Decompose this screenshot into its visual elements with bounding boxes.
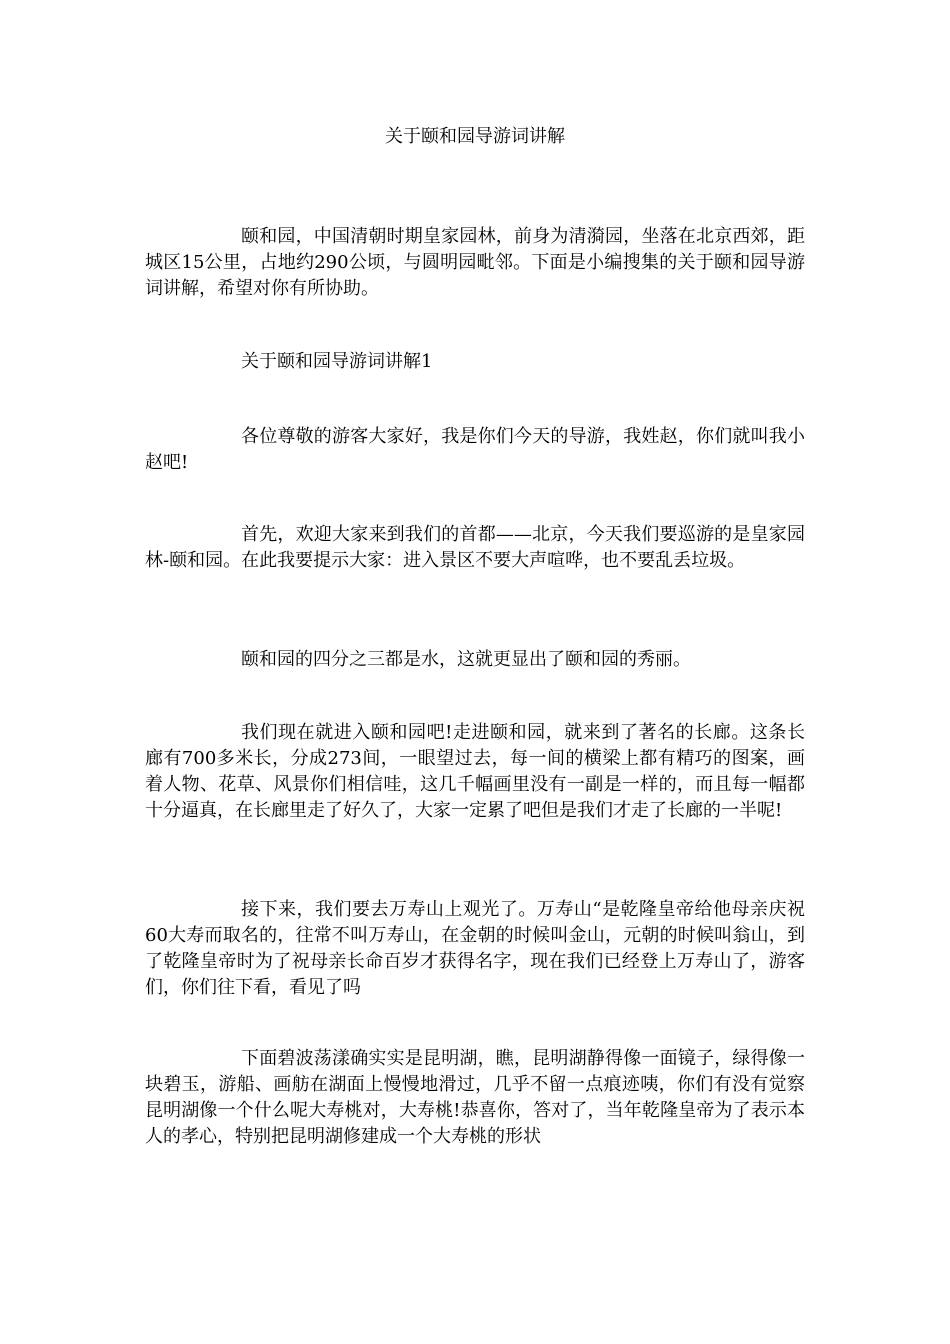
body-paragraph: 颐和园的四分之三都是水，这就更显出了颐和园的秀丽。 bbox=[241, 649, 691, 670]
body-paragraph: 各位尊敬的游客大家好，我是你们今天的导游，我姓赵，你们就叫我小赵吧! bbox=[145, 426, 805, 473]
section-heading: 关于颐和园导游词讲解1 bbox=[241, 351, 433, 372]
body-paragraph: 接下来，我们要去万寿山上观光了。万寿山“是乾隆皇帝给他母亲庆祝60大寿而取名的，往常不叫万寿山，在金朝的时候叫金山，元朝的时候叫翁山，到了乾隆皇帝时为了祝母亲长命百岁才获得名字，现在我们已经登上万寿山了，游客们，你们往下看，看见了吗 bbox=[145, 899, 805, 998]
intro-paragraph: 颐和园，中国清朝时期皇家园林，前身为清漪园，坐落在北京西郊，距城区15公里，占地约290公顷，与圆明园毗邻。下面是小编搜集的关于颐和园导游词讲解，希望对你有所协助。 bbox=[145, 226, 805, 299]
body-paragraph: 我们现在就进入颐和园吧!走进颐和园，就来到了著名的长廊。这条长廊有700多米长，分成273间，一眼望过去，每一间的横梁上都有精巧的图案，画着人物、花草、风景你们相信哇，这几千幅画里没有一副是一样的，而且每一幅都十分逼真，在长廊里走了好久了，大家一定累了吧但是我们才走了长廊的一半呢! bbox=[145, 722, 805, 821]
body-paragraph: 首先，欢迎大家来到我们的首都——北京，今天我们要巡游的是皇家园林-颐和园。在此我要提示大家：进入景区不要大声喧哗，也不要乱丢垃圾。 bbox=[145, 524, 805, 571]
body-paragraph: 下面碧波荡漾确实实是昆明湖，瞧，昆明湖静得像一面镜子，绿得像一块碧玉，游船、画舫在湖面上慢慢地滑过，几乎不留一点痕迹咦，你们有没有觉察昆明湖像一个什么呢大寿桃对，大寿桃!恭喜你，答对了，当年乾隆皇帝为了表示本人的孝心，特别把昆明湖修建成一个大寿桃的形状 bbox=[145, 1048, 805, 1147]
page-title: 关于颐和园导游词讲解 bbox=[385, 126, 565, 147]
